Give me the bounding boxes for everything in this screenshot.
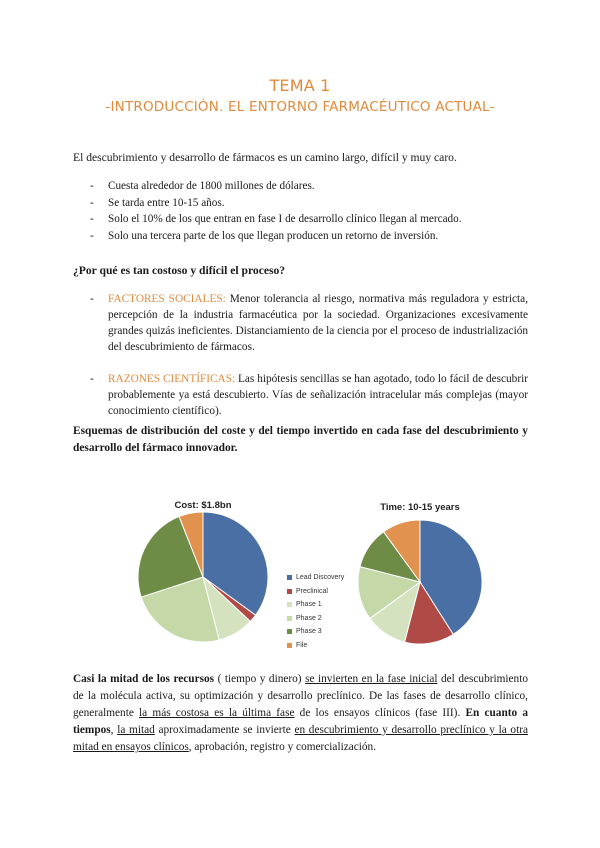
page-subtitle: -INTRODUCCIÓN. EL ENTORNO FARMACÉUTICO ACTUAL- [105,99,495,115]
legend-label: Phase 2 [296,614,322,622]
legend-item [287,639,344,653]
legend-item [287,612,344,626]
conclusion-paragraph: Casi la mitad de los recursos ( tiempo y dinero) se invierten en la fase inicial del descubrimiento de la molécula activa, su optimización y desarrollo preclínico. De las fases de desarrollo clínico, generalmente la más costosa es la última fase de los ensayos clínicos (fase III). En cuanto a tiempos, la mitad aproximadamente se invierte en descubrimiento y desarrollo preclínico y la otra mitad en ensayos clínicos, aprobación, registro y comercialización. [73,673,528,753]
legend-swatch [287,589,292,594]
legend-label: Preclinical [296,587,328,595]
social-factors-label: FACTORES SOCIALES: [108,293,226,305]
legend-label: Lead Discovery [296,574,345,582]
social-factors-text: Menor tolerancia al riesgo, normativa más reguladora y estricta, percepción de la industria farmacéutica por la sociedad. Organizaciones excesivamente grandes quizás ineficientes. Distanciamiento de la ciencia por el proceso de industrialización del descubrimiento de fármacos. [108,293,529,353]
list-item: - Solo una tercera parte de los que llegan producen un retorno de inversión. [90,228,530,245]
legend-item [287,585,344,599]
legend-swatch [287,602,292,607]
legend-swatch [287,575,292,580]
schemes-heading: Esquemas de distribución del coste y del tiempo invertido en cada fase del descubrimiento y desarrollo del fármaco innovador. [73,425,528,454]
legend-swatch [287,629,292,634]
legend-item [287,571,344,585]
dash-bullet: - [90,293,94,305]
list-item: - Solo el 10% de los que entran en fase I de desarrollo clínico llegan al mercado. [90,211,530,228]
social-factors-item [90,291,528,355]
underlined-text: la mitad [117,724,155,736]
legend-label: Phase 1 [296,601,322,609]
facts-list [90,178,530,244]
underlined-text: en descubrimiento y desarrollo preclínico y la otra mitad en ensayos clínicos [73,724,528,753]
scientific-reasons-text: Las hipótesis sencillas se han agotado, todo lo fácil de descubrir probablemente ya está descubierto. Vías de señalización intracelular más complejas (mayor conocimiento científico). [108,373,528,417]
list-item: - Se tarda entre 10-15 años. [90,195,530,212]
scientific-reasons-label: RAZONES CIENTÍFICAS: [108,373,236,385]
chart-legend [287,571,344,652]
legend-item [287,598,344,612]
section-question: ¿Por qué es tan costoso y difícil el proceso? [73,264,286,277]
emphasis-text: Casi la mitad de los recursos [73,673,215,685]
legend-label: Phase 3 [296,628,322,636]
list-item: - Cuesta alrededor de 1800 millones de dólares. [90,178,530,195]
emphasis-text: En cuanto a tiempos [73,707,528,736]
legend-swatch [287,643,292,648]
legend-item [287,625,344,639]
dash-bullet: - [90,373,94,385]
scientific-reasons-item [90,371,528,419]
legend-swatch [287,616,292,621]
intro-paragraph: El descubrimiento y desarrollo de fármacos es un camino largo, difícil y muy caro. [73,151,457,164]
underlined-text: la más costosa es la última fase [139,707,295,719]
underlined-text: se invierten en la fase inicial [305,673,438,685]
chart-title: Time: 10-15 years [380,502,460,513]
chart-title: Cost: $1.8bn [174,500,232,511]
legend-label: File [296,641,308,649]
page-title: TEMA 1 [269,76,331,95]
